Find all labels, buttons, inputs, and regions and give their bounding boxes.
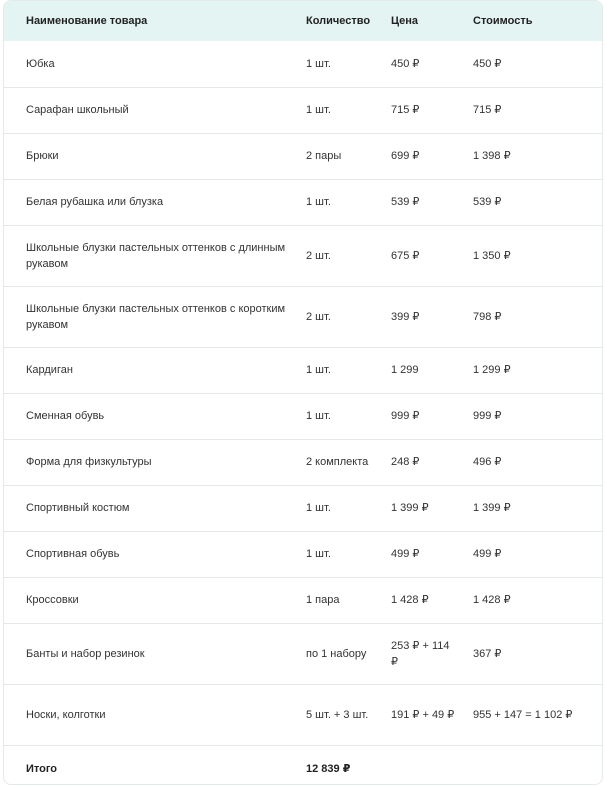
item-price: 539 ₽ [383, 179, 465, 225]
total-row [4, 745, 602, 785]
item-price: 399 ₽ [383, 286, 465, 347]
item-qty: 1 пара [298, 577, 383, 623]
item-qty: 2 шт. [298, 286, 383, 347]
header-cost: Стоимость [473, 15, 533, 27]
item-qty: 2 пары [298, 133, 383, 179]
header-name: Наименование товара [26, 15, 148, 27]
table-row [4, 179, 602, 225]
table-row [4, 531, 602, 577]
item-qty: по 1 набору [298, 623, 383, 684]
table-row [4, 577, 602, 623]
total-value: 12 839 ₽ [306, 762, 351, 775]
item-cost: 539 ₽ [465, 179, 602, 225]
header-price: Цена [391, 15, 419, 27]
table-row [4, 485, 602, 531]
item-name: Сарафан школьный [4, 87, 298, 133]
price-table [4, 1, 602, 785]
item-cost: 1 428 ₽ [465, 577, 602, 623]
item-cost: 1 299 ₽ [465, 347, 602, 393]
item-cost: 450 ₽ [465, 41, 602, 87]
item-qty: 1 шт. [298, 485, 383, 531]
item-name: Брюки [4, 133, 298, 179]
item-price: 450 ₽ [383, 41, 465, 87]
table-row [4, 439, 602, 485]
item-name: Кардиган [4, 347, 298, 393]
item-name: Юбка [4, 41, 298, 87]
table-row [4, 286, 602, 347]
table-row [4, 133, 602, 179]
item-qty: 1 шт. [298, 393, 383, 439]
item-name: Белая рубашка или блузка [4, 179, 298, 225]
item-cost: 798 ₽ [465, 286, 602, 347]
item-price: 1 299 [383, 347, 465, 393]
item-name: Школьные блузки пастельных оттенков с длинным рукавом [4, 225, 298, 286]
item-cost: 999 ₽ [465, 393, 602, 439]
item-cost: 499 ₽ [465, 531, 602, 577]
table-row [4, 684, 602, 745]
header-qty: Количество [306, 15, 371, 27]
table-row [4, 41, 602, 87]
item-cost: 496 ₽ [465, 439, 602, 485]
table-row [4, 623, 602, 684]
item-cost: 1 399 ₽ [465, 485, 602, 531]
item-price: 999 ₽ [383, 393, 465, 439]
item-cost: 1 350 ₽ [465, 225, 602, 286]
item-qty: 1 шт. [298, 347, 383, 393]
item-price: 1 399 ₽ [383, 485, 465, 531]
item-name: Носки, колготки [4, 684, 298, 745]
item-qty: 1 шт. [298, 179, 383, 225]
table-row [4, 347, 602, 393]
table-row [4, 393, 602, 439]
item-price: 191 ₽ + 49 ₽ [383, 684, 465, 745]
item-price: 499 ₽ [383, 531, 465, 577]
item-qty: 1 шт. [298, 531, 383, 577]
item-cost: 1 398 ₽ [465, 133, 602, 179]
item-qty: 2 шт. [298, 225, 383, 286]
item-name: Кроссовки [4, 577, 298, 623]
item-price: 1 428 ₽ [383, 577, 465, 623]
table-body [4, 41, 602, 785]
item-qty: 2 комплекта [298, 439, 383, 485]
table-header [4, 1, 602, 41]
item-name: Банты и набор резинок [4, 623, 298, 684]
header-row [4, 1, 602, 41]
table-row [4, 87, 602, 133]
item-qty: 5 шт. + 3 шт. [298, 684, 383, 745]
item-cost: 955 + 147 = 1 102 ₽ [465, 684, 602, 745]
item-name: Спортивная обувь [4, 531, 298, 577]
item-qty: 1 шт. [298, 87, 383, 133]
item-cost: 367 ₽ [465, 623, 602, 684]
total-label: Итого [26, 762, 58, 775]
item-price: 699 ₽ [383, 133, 465, 179]
item-qty: 1 шт. [298, 41, 383, 87]
item-price: 675 ₽ [383, 225, 465, 286]
item-name: Форма для физкультуры [4, 439, 298, 485]
item-name: Сменная обувь [4, 393, 298, 439]
table-row [4, 225, 602, 286]
item-price: 715 ₽ [383, 87, 465, 133]
item-cost: 715 ₽ [465, 87, 602, 133]
item-name: Школьные блузки пастельных оттенков с коротким рукавом [4, 286, 298, 347]
item-price: 253 ₽ + 114 ₽ [383, 623, 465, 684]
price-table-card [3, 0, 603, 785]
item-price: 248 ₽ [383, 439, 465, 485]
item-name: Спортивный костюм [4, 485, 298, 531]
